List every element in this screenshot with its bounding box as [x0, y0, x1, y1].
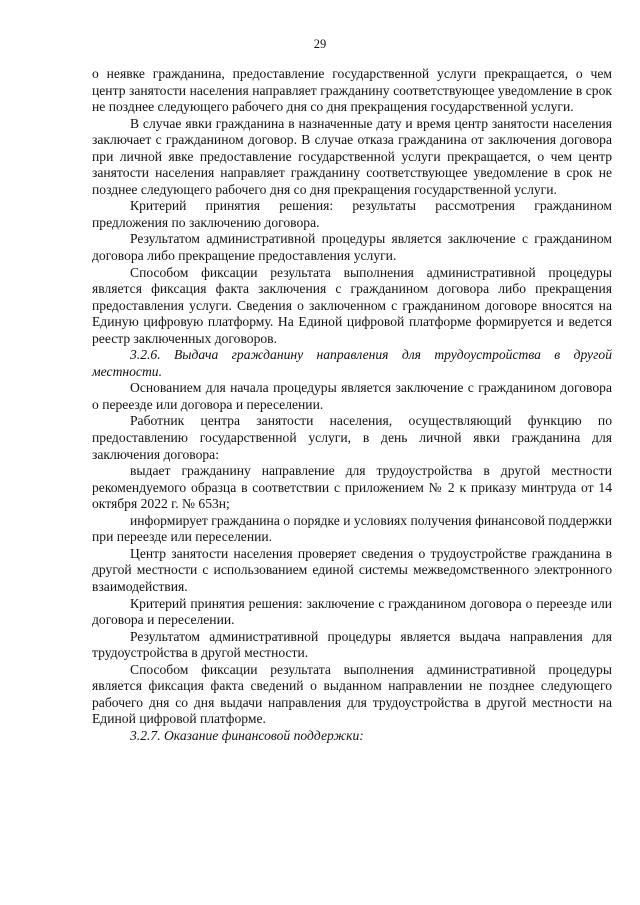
section-heading-3-2-7: 3.2.7. Оказание финансовой поддержки: [130, 727, 364, 743]
paragraph: информирует гражданина о порядке и условиях получения финансовой поддержки при переезде или переселении. [92, 512, 612, 545]
paragraph: Способом фиксации результата выполнения административной процедуры является фиксация факта заключения с гражданином договора либо прекращения предоставления услуги. Сведения о заключенном с гражданином договоре вносятся на Единую цифровую платформу. На Единой цифровой платформе формируется и ведется реестр заключенных договоров. [92, 264, 612, 346]
paragraph: выдает гражданину направление для трудоустройства в другой местности рекомендуемого образца в соответствии с приложением № 2 к приказу минтруда от 14 октября 2022 г. № 653н; [92, 463, 612, 512]
paragraph: Работник центра занятости населения, осуществляющий функцию по предоставлению государственной услуги, в день личной явки гражданина для заключения договора: [92, 413, 612, 462]
paragraph: Результатом административной процедуры является выдача направления для трудоустройства в другой местности. [92, 628, 612, 661]
section-heading-3-2-6: 3.2.6. Выдача гражданину направления для трудоустройства в другой местности. [92, 347, 612, 379]
paragraph-continuation: о неявке гражданина, предоставление государственной услуги прекращается, о чем центр занятости населения направляет гражданину соответствующее уведомление в срок не позднее следующего рабочего дня со дня прекращения государственной услуги. [92, 66, 612, 115]
document-body [92, 66, 612, 744]
paragraph: В случае явки гражданина в назначенные дату и время центр занятости населения заключает с гражданином договор. В случае отказа гражданина от заключения договора при личной явке предоставление государственной услуги прекращается, о чем центр занятости населения направляет гражданину соответствующее уведомление в срок не позднее следующего рабочего дня со дня прекращения государственной услуги. [92, 115, 612, 197]
paragraph: Критерий принятия решения: заключение с гражданином договора о переезде или договора и переселении. [92, 595, 612, 628]
page-number: 29 [313, 37, 327, 51]
paragraph: Центр занятости населения проверяет сведения о трудоустройстве гражданина в другой местности с использованием единой системы межведомственного электронного взаимодействия. [92, 545, 612, 594]
paragraph: Способом фиксации результата выполнения административной процедуры является фиксация факта сведений о выданном направлении не позднее следующего рабочего дня со дня выдачи направления для трудоустройства в другой местности на Единой цифровой платформе. [92, 661, 612, 727]
paragraph: Результатом административной процедуры является заключение с гражданином договора либо прекращение предоставления услуги. [92, 231, 612, 264]
paragraph: Критерий принятия решения: результаты рассмотрения гражданином предложения по заключению договора. [92, 198, 612, 230]
paragraph: Основанием для начала процедуры является заключение с гражданином договора о переезде или договора и переселении. [92, 380, 612, 412]
